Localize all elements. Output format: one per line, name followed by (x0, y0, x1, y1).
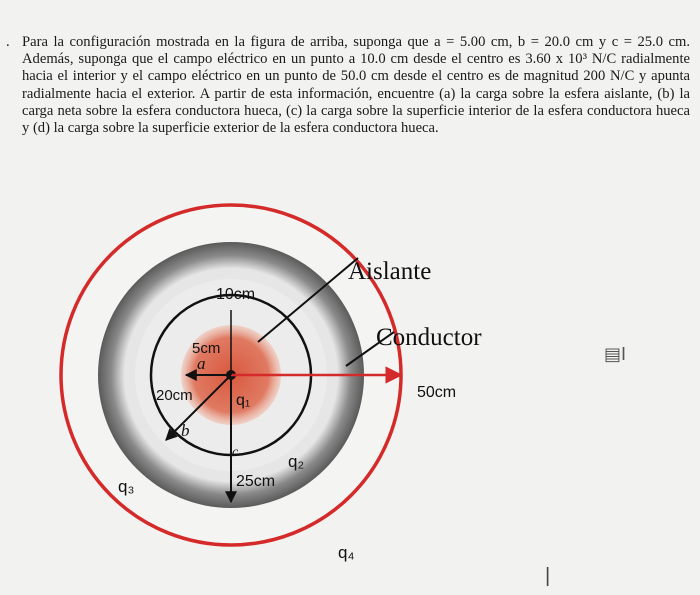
label-a: a (197, 354, 206, 373)
label-q4: q₄ (338, 543, 355, 562)
problem-statement (8, 34, 690, 137)
label-conductor: Conductor (376, 324, 482, 351)
label-b: b (181, 421, 190, 440)
label-q3: q₃ (118, 477, 135, 496)
figure (0, 190, 700, 590)
label-10cm: 10cm (216, 286, 256, 303)
side-glyph: ▤I (604, 344, 627, 364)
problem-number: . (6, 34, 10, 50)
label-20cm: 20cm (156, 387, 193, 404)
label-5cm: 5cm (192, 340, 221, 357)
spheres-diagram (0, 190, 700, 590)
label-c: c (232, 445, 239, 460)
problem-text: Para la configuración mostrada en la figura de arriba, suponga que a = 5.00 cm, b = 20.0 cm y c = 25.0 cm. Además, suponga que el campo eléctrico en un punto a 10.0 cm desde el centro es 3.60 x 10³ N/C radialmente hacia el interior y el campo eléctrico en un punto de 50.0 cm desde el centro es de magnitud 200 N/C y apunta radialmente hacia el exterior. A partir de esta información, encuentre (a) la carga sobre la esfera aislante, (b) la carga neta sobre la esfera conductora hueca, (c) la carga sobre la superficie interior de la esfera conductora hueca y (d) la carga sobre la superficie exterior de la esfera conductora hueca. (22, 34, 690, 137)
label-50cm: 50cm (417, 384, 457, 401)
label-aislante: Aislante (348, 258, 432, 285)
cursor-mark: | (545, 565, 551, 587)
label-25cm: 25cm (236, 473, 276, 490)
label-q2: q₂ (288, 452, 305, 471)
label-q1: q₁ (236, 392, 251, 409)
